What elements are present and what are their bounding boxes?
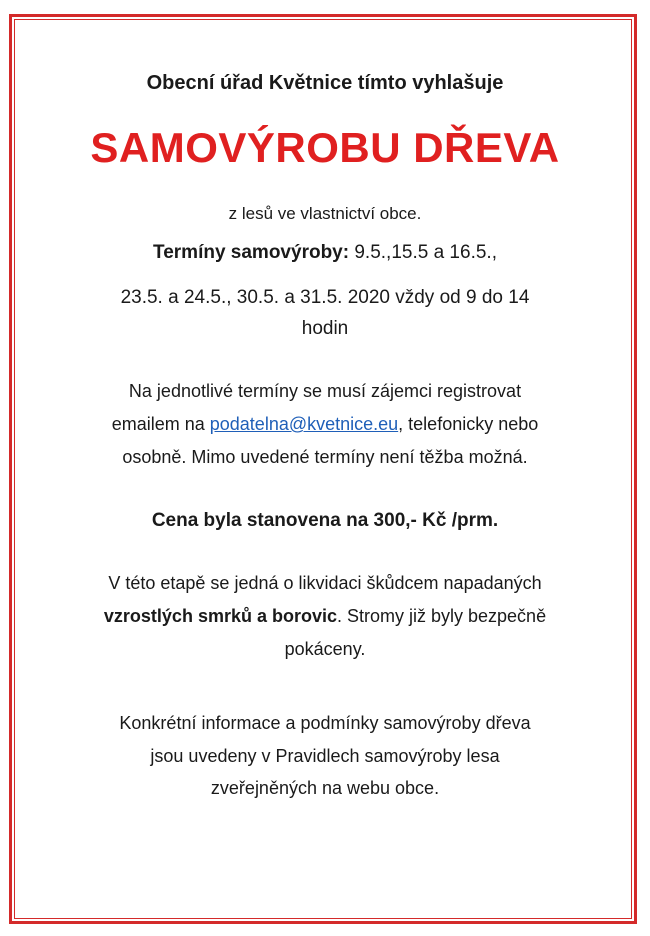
notice-source: z lesů ve vlastnictví obce. [228,204,422,223]
price-statement: Cena byla stanovena na 300,- Kč /prm. [151,510,499,531]
notice-intro: Obecní úřad Květnice tímto vyhlašuje [146,72,504,94]
stage-line-1: V této etapě se jedná o likvidaci škůdcem napadaných [108,573,542,593]
email-link[interactable]: podatelna@kvetnice.eu [209,414,399,434]
dates-line-3: hodin [301,318,349,339]
stage-line-2 [40,606,610,627]
info-line-2: jsou uvedeny v Pravidlech samovýroby lesa [150,746,500,766]
info-line-1: Konkrétní informace a podmínky samovýroby dřeva [119,713,531,733]
dates-first: 9.5.,15.5 a 16.5., [349,242,497,263]
registration-line-3: osobně. Mimo uvedené termíny není těžba možná. [122,447,528,467]
registration-line-1: Na jednotlivé termíny se musí zájemci registrovat [128,381,522,401]
info-line-3: zveřejněných na webu obce. [210,778,440,798]
registration-line-2 [40,414,610,435]
dates-line-1 [40,242,610,264]
dates-line-2: 23.5. a 24.5., 30.5. a 31.5. 2020 vždy od 9 do 14 [120,287,530,308]
tree-types: vzrostlých smrků a borovic [103,606,337,626]
registration-prefix: emailem na [111,414,210,434]
dates-label: Termíny samovýroby: [153,242,350,263]
stage-line-3: pokáceny. [284,639,366,659]
stage-line-2-rest: . Stromy již byly bezpečně [337,606,547,626]
registration-suffix: , telefonicky nebo [398,414,539,434]
notice-headline: SAMOVÝROBU DŘEVA [90,124,560,171]
